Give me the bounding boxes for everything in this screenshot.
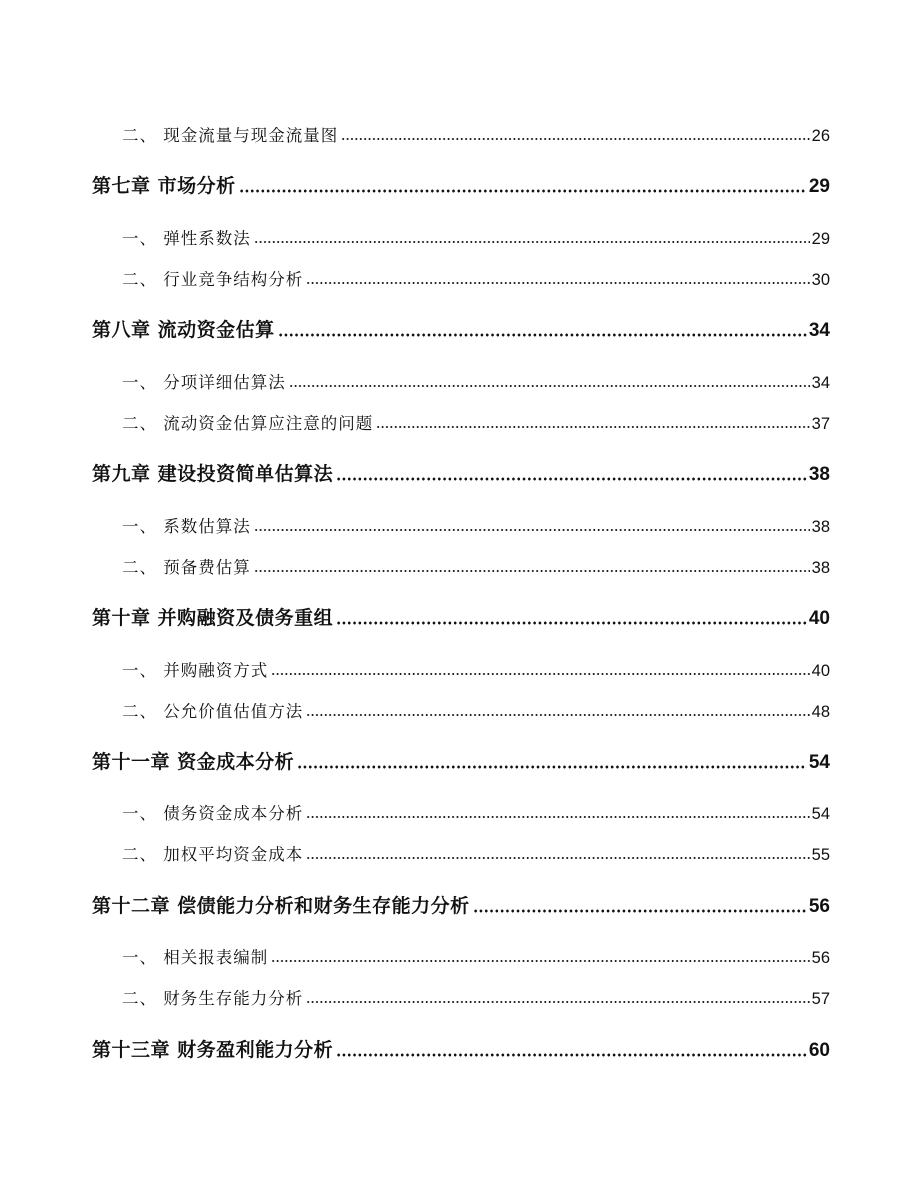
toc-section-entry[interactable] [92,657,830,681]
dot-leader [254,240,810,244]
toc-section-entry[interactable] [92,266,830,290]
dot-leader [376,425,809,429]
toc-entry-title: 第十二章 偿债能力分析和财务生存能力分析 [92,895,470,917]
toc-entry-page: 60 [808,1040,830,1061]
toc-entry-title: 第七章 市场分析 [92,175,236,197]
toc-entry-title: 一、 分项详细估算法 [122,373,286,392]
toc-entry-page: 38 [811,518,830,536]
toc-entry-page: 29 [808,176,830,197]
toc-section-entry[interactable] [92,944,830,968]
dot-leader [254,569,810,573]
toc-entry-title: 第十一章 资金成本分析 [92,751,295,773]
toc-chapter-entry[interactable] [92,748,830,774]
toc-section-entry[interactable] [92,369,830,393]
toc-entry-page: 48 [811,703,830,721]
toc-entry-title: 二、 现金流量与现金流量图 [122,126,339,145]
toc-entry-title: 二、 加权平均资金成本 [122,845,304,864]
dot-leader [306,713,809,717]
dot-leader [278,333,807,337]
dot-leader [341,137,809,141]
dot-leader [289,384,810,388]
toc-entry-title: 第十三章 财务盈利能力分析 [92,1039,334,1061]
toc-entry-title: 一、 弹性系数法 [122,229,251,248]
toc-entry-page: 56 [808,896,830,917]
toc-section-entry[interactable] [92,800,830,824]
toc-entry-page: 37 [811,415,830,433]
dot-leader [306,1000,809,1004]
toc-entry-title: 一、 相关报表编制 [122,948,269,967]
toc-entry-title: 二、 财务生存能力分析 [122,989,304,1008]
toc-chapter-entry[interactable] [92,604,830,630]
toc-chapter-entry[interactable] [92,172,830,198]
toc-entry-page: 38 [811,559,830,577]
toc-entry-title: 一、 债务资金成本分析 [122,804,304,823]
toc-entry-title: 二、 预备费估算 [122,558,251,577]
dot-leader [306,856,809,860]
toc-entry-title: 第九章 建设投资简单估算法 [92,463,334,485]
dot-leader [306,815,809,819]
toc-section-entry[interactable] [92,122,830,146]
toc-entry-page: 54 [811,805,830,823]
toc-chapter-entry[interactable] [92,1036,830,1062]
toc-chapter-entry[interactable] [92,316,830,342]
toc-chapter-entry[interactable] [92,460,830,486]
dot-leader [239,189,807,193]
toc-entry-title: 二、 流动资金估算应注意的问题 [122,414,374,433]
toc-entry-title: 第十章 并购融资及债务重组 [92,607,334,629]
toc-entry-page: 29 [811,230,830,248]
toc-entry-page: 54 [808,752,830,773]
toc-entry-page: 30 [811,271,830,289]
dot-leader [271,672,809,676]
toc-entry-page: 55 [811,846,830,864]
toc-entry-page: 34 [811,374,830,392]
toc-section-entry[interactable] [92,698,830,722]
dot-leader [254,528,810,532]
toc-entry-title: 第八章 流动资金估算 [92,319,275,341]
toc-section-entry[interactable] [92,985,830,1009]
toc-entry-title: 一、 系数估算法 [122,517,251,536]
dot-leader [336,621,807,625]
toc-section-entry[interactable] [92,225,830,249]
dot-leader [297,765,807,769]
toc-chapter-entry[interactable] [92,892,830,918]
dot-leader [336,1053,807,1057]
toc-entry-title: 一、 并购融资方式 [122,661,269,680]
dot-leader [473,909,807,913]
toc-entry-page: 26 [811,127,830,145]
toc-entry-title: 二、 行业竞争结构分析 [122,270,304,289]
toc-entry-page: 38 [808,464,830,485]
toc-section-entry[interactable] [92,410,830,434]
toc-section-entry[interactable] [92,554,830,578]
dot-leader [271,959,809,963]
dot-leader [306,281,809,285]
toc-section-entry[interactable] [92,513,830,537]
toc-section-entry[interactable] [92,841,830,865]
dot-leader [336,477,807,481]
toc-entry-page: 56 [811,949,830,967]
toc-entry-page: 40 [808,608,830,629]
toc-entry-page: 40 [811,662,830,680]
toc-entry-title: 二、 公允价值估值方法 [122,702,304,721]
toc-entry-page: 34 [808,320,830,341]
toc-entry-page: 57 [811,990,830,1008]
